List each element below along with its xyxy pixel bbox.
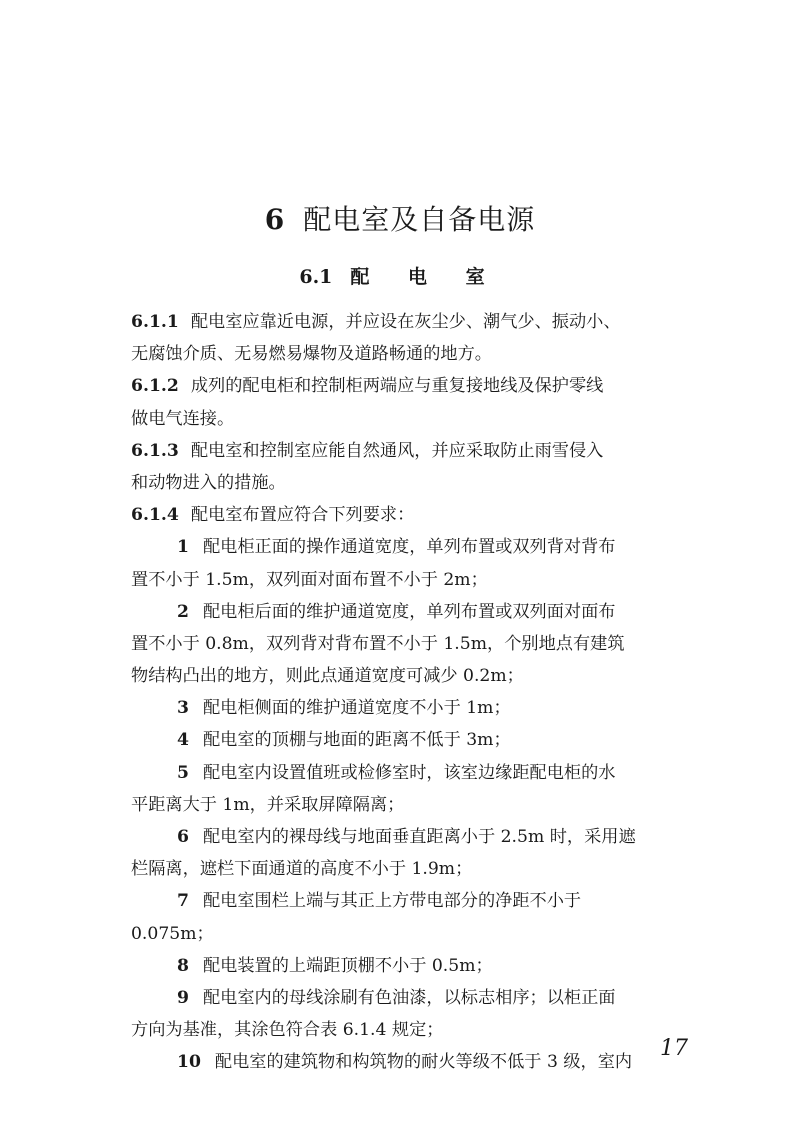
line-text: 置不小于 0.8m，双列背对背布置不小于 1.5m，个别地点有建筑: [131, 633, 625, 654]
text-line: [131, 1014, 711, 1046]
list-item: [131, 885, 711, 917]
text-line: [131, 789, 711, 821]
line-text: 0.075m；: [131, 923, 214, 944]
line-text: 栏隔离，遮栏下面通道的高度不小于 1.9m；: [131, 859, 473, 880]
clause-line: [131, 435, 711, 467]
clause-line: [131, 306, 711, 338]
text-line: [131, 660, 711, 692]
list-item: [131, 821, 711, 853]
line-text: 和动物进入的措施。: [131, 472, 286, 493]
clause-line: [131, 370, 711, 402]
list-item: [131, 1046, 711, 1078]
line-text: 配电室围栏上端与其正上方带电部分的净距不小于: [202, 891, 582, 912]
text-line: [131, 338, 711, 370]
clause-number: 6.1.2: [131, 376, 179, 397]
item-number: 4: [177, 730, 189, 751]
clause-number: 6.1.1: [131, 312, 179, 332]
list-item: [131, 531, 711, 563]
list-item: [131, 596, 711, 628]
text-line: [131, 564, 711, 596]
line-text: 成列的配电柜和控制柜两端应与重复接地线及保护零线: [190, 376, 604, 397]
section-number: 6.1: [299, 266, 333, 288]
line-text: 平距离大于 1m，并采取屏障隔离；: [131, 794, 405, 815]
line-text: 配电室布置应符合下列要求：: [190, 505, 415, 526]
text-line: [131, 853, 711, 885]
text-line: [131, 918, 711, 950]
item-number: 5: [177, 762, 189, 783]
line-text: 物结构凸出的地方，则此点通道宽度可减少 0.2m；: [131, 666, 524, 687]
line-text: 配电室应靠近电源，并应设在灰尘少、潮气少、振动小、: [190, 312, 621, 332]
line-text: 配电装置的上端距顶棚不小于 0.5m；: [202, 955, 493, 976]
line-text: 配电柜正面的操作通道宽度，单列布置或双列背对背布: [202, 537, 616, 558]
page-number: 17: [660, 1036, 688, 1061]
list-item: [131, 724, 711, 756]
clause-number: 6.1.3: [131, 440, 179, 461]
body-text: [131, 306, 711, 1079]
line-text: 配电室内的裸母线与地面垂直距离小于 2.5m 时，采用遮: [202, 827, 636, 847]
line-text: 配电室的建筑物和构筑物的耐火等级不低于 3 级，室内: [214, 1052, 633, 1073]
list-item: [131, 950, 711, 982]
item-number: 7: [177, 891, 189, 912]
chapter-title-text: 配电室及自备电源: [303, 203, 536, 236]
line-text: 配电柜后面的维护通道宽度，单列布置或双列面对面布: [202, 601, 616, 622]
clause-number: 6.1.4: [131, 505, 179, 526]
line-text: 配电柜侧面的维护通道宽度不小于 1m；: [202, 698, 511, 719]
list-item: [131, 692, 711, 724]
item-number: 10: [177, 1052, 201, 1073]
line-text: 配电室和控制室应能自然通风，并应采取防止雨雪侵入: [190, 440, 604, 461]
line-text: 无腐蚀介质、无易燃易爆物及道路畅通的地方。: [131, 344, 492, 365]
clause-line: [131, 499, 711, 531]
item-number: 3: [177, 698, 189, 719]
item-number: 6: [177, 827, 189, 847]
text-line: [131, 403, 711, 435]
section-title: [0, 262, 800, 289]
chapter-number: 6: [264, 203, 286, 236]
text-line: [131, 467, 711, 499]
item-number: 8: [177, 955, 189, 976]
line-text: 配电室内设置值班或检修室时，该室边缘距配电柜的水: [202, 762, 616, 783]
chapter-title: [0, 198, 800, 238]
line-text: 配电室的顶棚与地面的距离不低于 3m；: [202, 730, 511, 751]
line-text: 做电气连接。: [131, 408, 235, 429]
text-line: [131, 628, 711, 660]
section-title-text: 配 电 室: [350, 266, 501, 288]
item-number: 9: [177, 987, 189, 1008]
line-text: 配电室内的母线涂刷有色油漆，以标志相序；以柜正面: [202, 987, 616, 1008]
list-item: [131, 982, 711, 1014]
list-item: [131, 757, 711, 789]
line-text: 置不小于 1.5m，双列面对面布置不小于 2m；: [131, 569, 488, 590]
item-number: 2: [177, 601, 189, 622]
line-text: 方向为基准，其涂色符合表 6.1.4 规定；: [131, 1020, 444, 1041]
item-number: 1: [177, 537, 189, 558]
